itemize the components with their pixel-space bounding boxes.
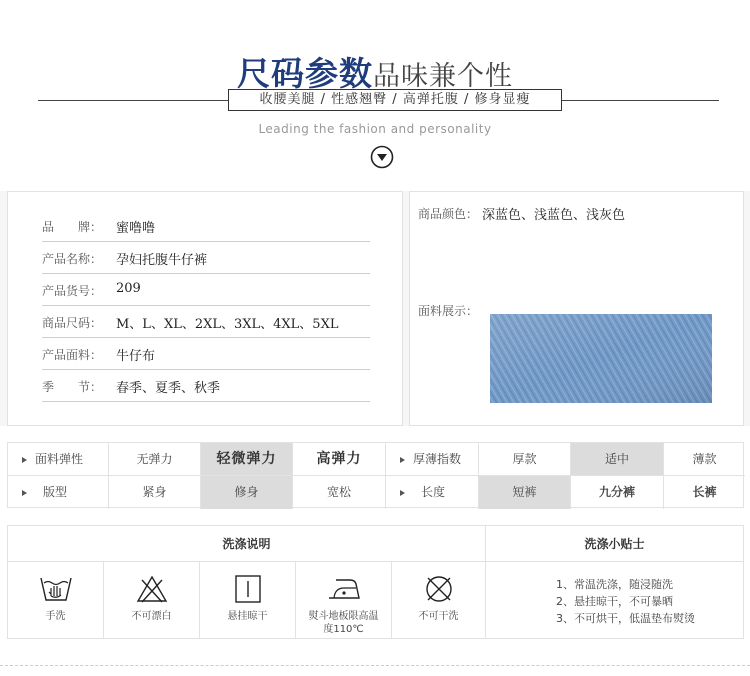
- care-tip: 2、悬挂晾干，不可暴晒: [556, 595, 673, 608]
- care-caption: 熨斗地板限高温度110℃: [308, 611, 379, 635]
- info-row-sku: [42, 274, 370, 306]
- info-label: 产品名称：: [42, 252, 103, 266]
- attr-option: 高弹力: [293, 443, 386, 476]
- footer-divider: [0, 665, 750, 666]
- care-tips-title: 洗涤小贴士: [486, 526, 743, 562]
- info-row-season: [42, 370, 370, 402]
- care-no-dry-clean: [392, 562, 486, 638]
- care-caption: 不可漂白: [131, 611, 172, 622]
- attr-option-selected: 适中: [571, 443, 664, 476]
- hang-dry-icon: [233, 574, 263, 604]
- tagline-box: 收腰美腿 / 性感翘臀 / 高弹托腹 / 修身显瘦: [228, 89, 562, 111]
- color-label: 商品颜色：: [418, 207, 479, 221]
- attr-option: 紧身: [109, 476, 201, 509]
- care-hand-wash: [8, 562, 104, 638]
- care-tips-list: [556, 576, 695, 627]
- care-iron: [296, 562, 392, 638]
- care-tip: 1、常温洗涤，随浸随洗: [556, 578, 673, 591]
- fabric-label: 面料展示：: [418, 304, 479, 318]
- care-caption: 悬挂晾干: [227, 611, 268, 622]
- care-caption: 不可干洗: [418, 611, 459, 622]
- attr-option-selected: 短裤: [479, 476, 571, 509]
- info-value: 蜜噜噜: [116, 221, 156, 236]
- info-row-sizes: [42, 306, 370, 338]
- attribute-table: [7, 442, 744, 508]
- care-instructions-title: 洗涤说明: [8, 526, 486, 562]
- attr-header-length: 长度: [386, 476, 479, 509]
- info-label: 季 节：: [42, 380, 103, 394]
- info-value: 209: [116, 281, 141, 296]
- attr-option-selected: 轻微弹力: [201, 443, 293, 476]
- info-label: 品 牌：: [42, 220, 103, 234]
- info-value: 春季、夏季、秋季: [116, 381, 221, 396]
- hand-wash-icon: [39, 574, 73, 604]
- info-row-fabric: [42, 338, 370, 370]
- triangle-right-icon: [400, 457, 405, 463]
- title-sub: 品味兼个性: [373, 61, 513, 92]
- attr-option: 九分裤: [571, 476, 664, 509]
- attr-header-thickness: 厚薄指数: [386, 443, 479, 476]
- attr-option: 厚款: [479, 443, 571, 476]
- attr-header-fit: 版型: [8, 476, 109, 509]
- info-value: 孕妇托腹牛仔裤: [116, 253, 208, 268]
- denim-fabric-swatch: [490, 314, 712, 403]
- info-label: 商品尺码：: [42, 316, 103, 330]
- care-no-bleach: [104, 562, 200, 638]
- attr-option: 薄款: [664, 443, 745, 476]
- triangle-right-icon: [22, 490, 27, 496]
- english-slogan: Leading the fashion and personality: [258, 122, 492, 136]
- title-main: 尺码参数: [237, 54, 373, 93]
- page-title: [0, 48, 750, 95]
- care-caption: 手洗: [45, 611, 66, 622]
- no-bleach-icon: [136, 574, 168, 604]
- iron-icon: [326, 574, 362, 602]
- info-row-name: [42, 242, 370, 274]
- info-label: 产品面料：: [42, 348, 103, 362]
- attr-option: 长裤: [692, 485, 717, 499]
- info-row-brand: [42, 210, 370, 242]
- attr-option-selected: 修身: [201, 476, 293, 509]
- no-tumble-dry-icon: [424, 574, 454, 604]
- attr-option: 无弹力: [109, 443, 201, 476]
- triangle-right-icon: [400, 490, 405, 496]
- info-value: 牛仔布: [116, 349, 156, 364]
- triangle-right-icon: [22, 457, 27, 463]
- divider-left: [38, 100, 228, 101]
- care-hang-dry: [200, 562, 296, 638]
- color-value: 深蓝色、浅蓝色、浅灰色: [482, 208, 626, 223]
- color-fabric-panel: [409, 191, 744, 426]
- info-label: 产品货号：: [42, 284, 103, 298]
- attr-option: 宽松: [293, 476, 386, 509]
- divider-right: [561, 100, 719, 101]
- care-section: [7, 525, 744, 639]
- care-tip: 3、不可烘干，低温垫布熨烫: [556, 612, 695, 625]
- chevron-down-icon[interactable]: [370, 145, 394, 169]
- attr-header-elasticity: 面料弹性: [8, 443, 109, 476]
- info-value: M、L、XL、2XL、3XL、4XL、5XL: [116, 317, 339, 332]
- product-info-panel: [7, 191, 403, 426]
